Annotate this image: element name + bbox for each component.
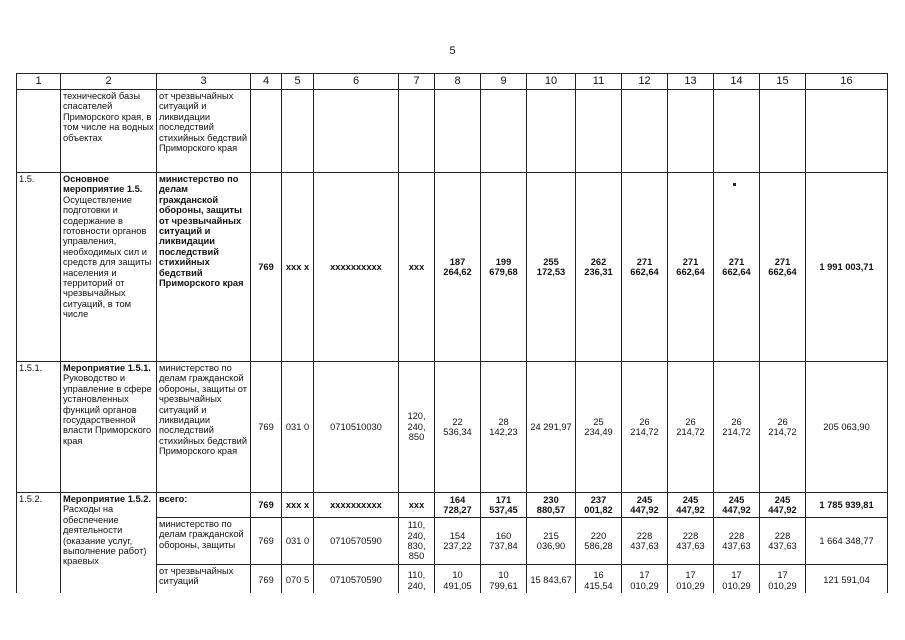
cell-value: 26 214,72 xyxy=(622,362,668,493)
col-header: 12 xyxy=(622,74,668,90)
activity-title: Мероприятие 1.5.2. xyxy=(63,494,151,504)
cell-value: 245 447,92 xyxy=(714,493,760,518)
cell-total: 1 664 348,77 xyxy=(806,518,888,565)
cell-value: 17 010,29 xyxy=(714,565,760,597)
cell-value: 228 437,63 xyxy=(760,518,806,565)
cell-value: 262 236,31 xyxy=(576,173,622,362)
cell-value: 22 536,34 xyxy=(435,362,481,493)
cell-value: 199 679,68 xyxy=(481,173,527,362)
col-header: 5 xyxy=(282,74,314,90)
col-header: 16 xyxy=(806,74,888,90)
col-header: 13 xyxy=(668,74,714,90)
cell-total: 205 063,90 xyxy=(806,362,888,493)
cell-value: 215 036,90 xyxy=(527,518,576,565)
cell-expense-type: ххх xyxy=(399,493,435,518)
cell-value: 171 537,45 xyxy=(481,493,527,518)
cell-value: 271 662,64 xyxy=(760,173,806,362)
cell-value: 16 415,54 xyxy=(576,565,622,597)
activity-text: Руководство и управление в сфере установленных функций органов государственной власти Приморского края xyxy=(63,373,152,446)
table-row-1-5-2-total xyxy=(17,493,888,518)
cell-executor: министерство по делам гражданской обороны, защиты от чрезвычайных ситуаций и ликвидации последствий стихийных бедствий Приморского края xyxy=(157,173,251,362)
cell-value: 245 447,92 xyxy=(760,493,806,518)
cell-total: 1 785 939,81 xyxy=(806,493,888,518)
cell-value: 230 880,57 xyxy=(527,493,576,518)
cell-activity xyxy=(61,173,157,362)
col-header: 6 xyxy=(314,74,399,90)
cell-expense-type: ххх xyxy=(399,173,435,362)
cell-value: 24 291,97 xyxy=(527,362,576,493)
cell-value: 28 142,23 xyxy=(481,362,527,493)
cell-value: 26 214,72 xyxy=(760,362,806,493)
header-row xyxy=(17,74,888,90)
cell-expense-type: 110, 240, 830, 850 xyxy=(399,518,435,565)
activity-text: Осуществление подготовки и содержание в готовности органов управления, необходимых сил и средств для защиты населения и территорий от чрезвычайных ситуаций, в том числе xyxy=(63,194,152,320)
cell-value: 10 799,61 xyxy=(481,565,527,597)
cell-target: хххххххххх xyxy=(314,173,399,362)
activity-title: Основное мероприятие 1.5. xyxy=(63,174,143,195)
col-header: 9 xyxy=(481,74,527,90)
cell-executor: министерство по делам гражданской обороны, защиты от чрезвычайных ситуаций и ликвидации последствий стихийных бедствий Приморского края xyxy=(157,362,251,493)
cell-section: 031 0 xyxy=(282,362,314,493)
cell-grbs: 769 xyxy=(251,518,282,565)
cell-expense-type: 120, 240, 850 xyxy=(399,362,435,493)
page-number: 5 xyxy=(449,45,456,57)
col-header: 1 xyxy=(17,74,61,90)
col-header: 4 xyxy=(251,74,282,90)
page-bottom-margin xyxy=(0,593,905,640)
cell-value: 228 437,63 xyxy=(668,518,714,565)
col-header: 10 xyxy=(527,74,576,90)
cell-section: 031 0 xyxy=(282,518,314,565)
cell-value: 220 586,28 xyxy=(576,518,622,565)
cell-activity: технической базы спасателей Приморского края, в том числе на водных объектах xyxy=(61,90,157,173)
cell-activity xyxy=(61,493,157,597)
cell-section: ххх х xyxy=(282,493,314,518)
cell-target: 0710570590 xyxy=(314,565,399,597)
cell-value: 10 491,05 xyxy=(435,565,481,597)
cell-executor: министерство по делам гражданской обороны, защиты xyxy=(157,518,251,565)
col-header: 11 xyxy=(576,74,622,90)
cell-expense-type: 110, 240, xyxy=(399,565,435,597)
col-header: 14 xyxy=(714,74,760,90)
cell-grbs: 769 xyxy=(251,565,282,597)
cell-value: 17 010,29 xyxy=(622,565,668,597)
table-row-continuation xyxy=(17,90,888,173)
cell-value: 271 662,64 xyxy=(714,173,760,362)
cell-value: 271 662,64 xyxy=(622,173,668,362)
cell-grbs: 769 xyxy=(251,362,282,493)
cell-number: 1.5.1. xyxy=(17,362,61,493)
cell-value: 228 437,63 xyxy=(622,518,668,565)
cell-value: 237 001,82 xyxy=(576,493,622,518)
scan-speck xyxy=(733,183,736,186)
col-header: 7 xyxy=(399,74,435,90)
cell-value: 17 010,29 xyxy=(760,565,806,597)
cell-grbs: 769 xyxy=(251,173,282,362)
cell-grbs: 769 xyxy=(251,493,282,518)
cell-value: 245 447,92 xyxy=(668,493,714,518)
cell-value: 228 437,63 xyxy=(714,518,760,565)
cell-executor: всего: xyxy=(157,493,251,518)
cell-value: 187 264,62 xyxy=(435,173,481,362)
cell-total: 1 991 003,71 xyxy=(806,173,888,362)
cell-value: 271 662,64 xyxy=(668,173,714,362)
cell-number: 1.5. xyxy=(17,173,61,362)
cell-value: 26 214,72 xyxy=(714,362,760,493)
cell-target: 0710570590 xyxy=(314,518,399,565)
cell-target: 0710510030 xyxy=(314,362,399,493)
cell-value: 26 214,72 xyxy=(668,362,714,493)
cell-executor: от чрезвычайных ситуаций и ликвидации последствий стихийных бедствий Приморского края xyxy=(157,90,251,173)
cell-value: 15 843,67 xyxy=(527,565,576,597)
col-header: 3 xyxy=(157,74,251,90)
cell-section: ххх х xyxy=(282,173,314,362)
cell-value: 17 010,29 xyxy=(668,565,714,597)
col-header: 2 xyxy=(61,74,157,90)
cell-total: 121 591,04 xyxy=(806,565,888,597)
cell-target: хххххххххх xyxy=(314,493,399,518)
table-row-1-5-1 xyxy=(17,362,888,493)
cell-activity xyxy=(61,362,157,493)
cell-value: 154 237,22 xyxy=(435,518,481,565)
activity-text: Расходы на обеспечение деятельности (оказание услуг, выполнение работ) краевых xyxy=(63,504,147,567)
table-row-1-5 xyxy=(17,173,888,362)
cell-executor: от чрезвычайных ситуаций xyxy=(157,565,251,597)
cell-number: 1.5.2. xyxy=(17,493,61,597)
cell-value: 160 737,84 xyxy=(481,518,527,565)
budget-table xyxy=(16,73,888,597)
cell-value: 255 172,53 xyxy=(527,173,576,362)
cell-value: 164 728,27 xyxy=(435,493,481,518)
activity-title: Мероприятие 1.5.1. xyxy=(63,363,151,373)
cell-section: 070 5 xyxy=(282,565,314,597)
cell-value: 245 447,92 xyxy=(622,493,668,518)
col-header: 8 xyxy=(435,74,481,90)
cell-value: 25 234,49 xyxy=(576,362,622,493)
col-header: 15 xyxy=(760,74,806,90)
